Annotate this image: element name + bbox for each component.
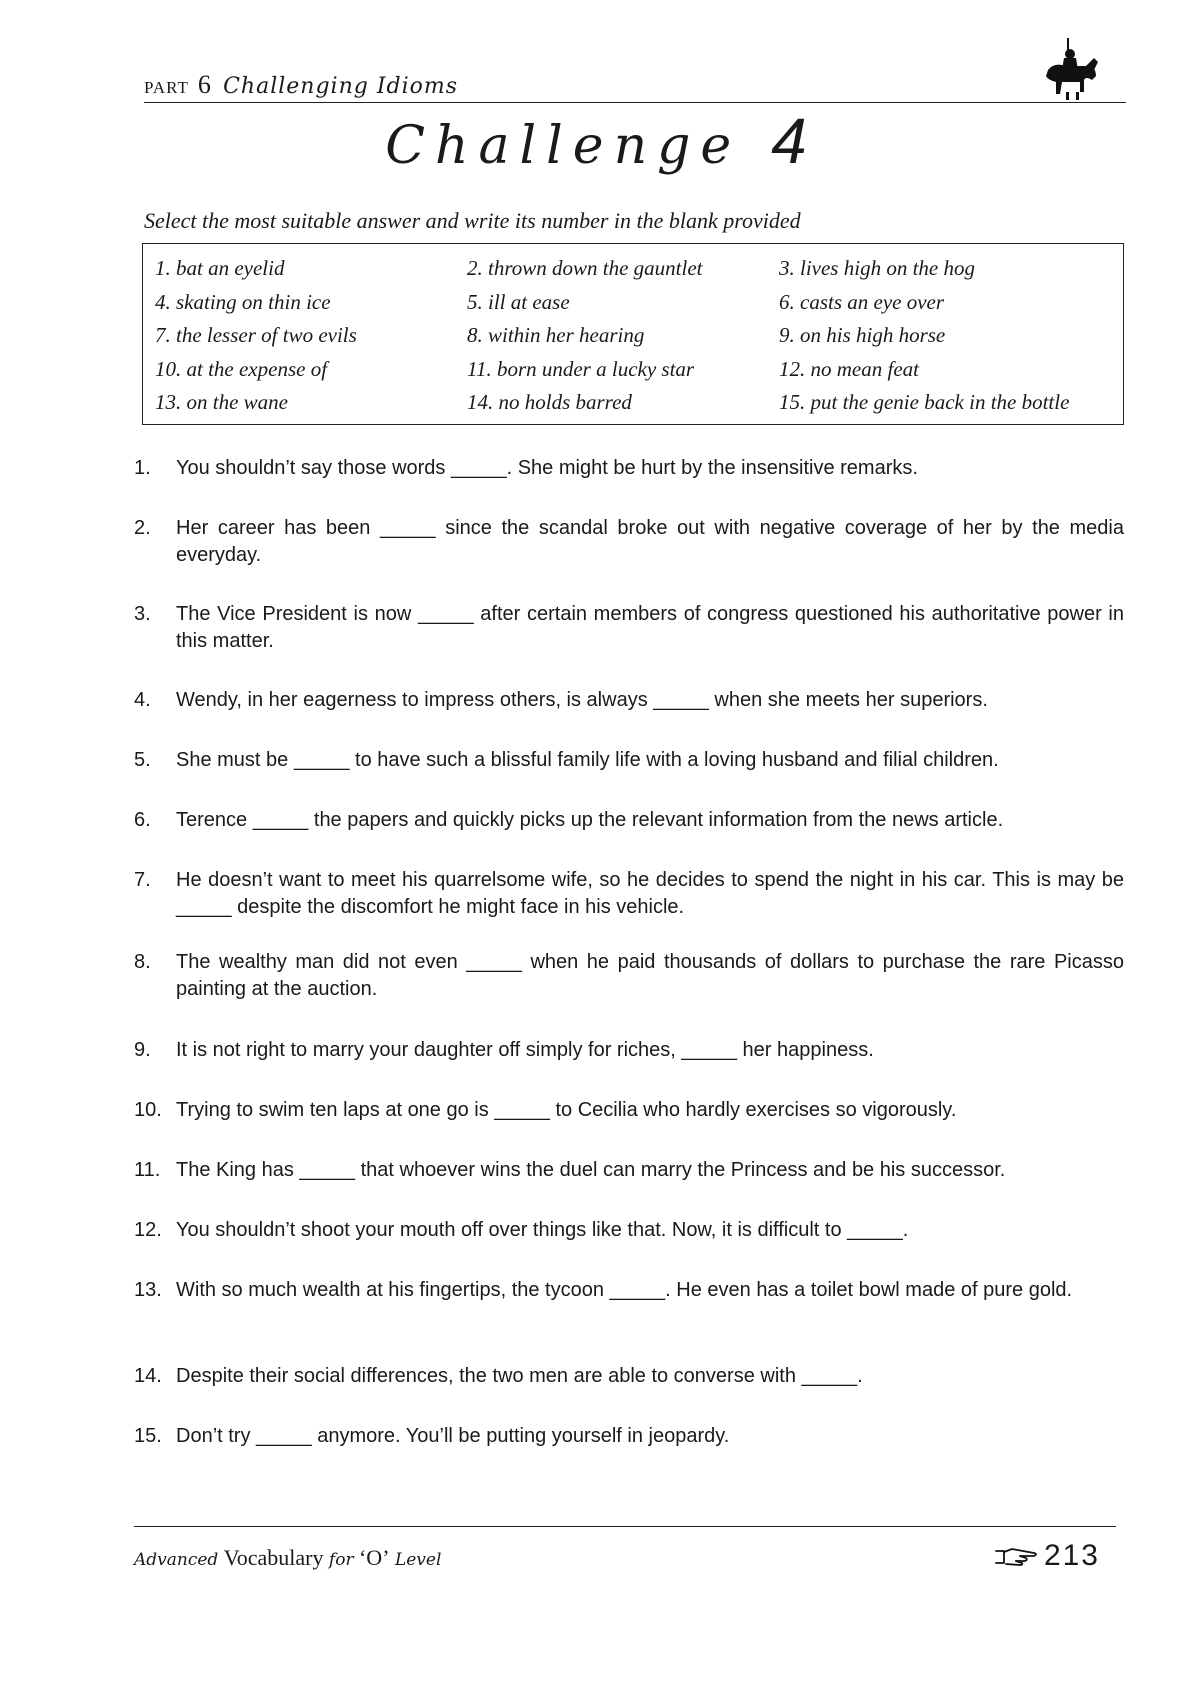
book-level: Level [394,1550,442,1570]
question-item [134,1097,1124,1124]
question-item [134,747,1124,774]
question-number: 11. [134,1159,161,1181]
page-header [144,58,1126,103]
question-number: 10. [134,1099,162,1121]
part-number: 6 [197,70,212,99]
page-number-area [994,1539,1100,1573]
question-number: 13. [134,1279,162,1301]
option-item: 2. thrown down the gauntlet [467,256,703,280]
question-number: 15. [134,1425,162,1447]
question-number: 4. [134,689,151,711]
question-item [134,949,1124,1003]
question-item [134,807,1124,834]
question-item [134,1037,1124,1064]
question-item [134,515,1124,569]
question-text: You shouldn’t shoot your mouth off over things like that. Now, it is difficult to _____. [176,1219,909,1241]
challenge-number: 4 [771,105,807,177]
question-text: Trying to swim ten laps at one go is _____ to Cecilia who hardly exercises so vigorously. [176,1099,957,1121]
option-item: 5. ill at ease [467,289,570,314]
option-item: 12. no mean feat [779,356,919,381]
question-item [134,455,1124,482]
question-number: 1. [134,457,151,479]
question-text: It is not right to marry your daughter off simply for riches, _____ her happiness. [176,1039,874,1061]
option-item: 8. within her hearing [467,323,645,347]
question-number: 9. [134,1039,151,1061]
question-item [134,1423,1124,1450]
question-number: 6. [134,809,151,831]
book-title [134,1545,441,1571]
question-text: She must be _____ to have such a blissful family life with a loving husband and filial children. [176,749,999,771]
challenge-word: Challenge [385,116,742,176]
book-level-mark: ‘O’ [358,1545,390,1570]
question-item [134,1157,1124,1184]
option-item: 10. at the expense of [155,356,328,381]
option-item: 7. the lesser of two evils [155,323,357,347]
question-text: Terence _____ the papers and quickly picks up the relevant information from the news article. [176,809,1004,831]
option-item: 9. on his high horse [779,323,946,347]
option-item: 11. born under a lucky star [467,356,695,381]
question-text: Her career has been _____ since the scandal broke out with negative coverage of her by the media everyday. [176,517,1124,566]
question-item [134,1363,1124,1390]
question-text: You shouldn’t say those words _____. She might be hurt by the insensitive remarks. [176,457,918,479]
book-prefix: Advanced [134,1550,219,1570]
option-item: 14. no holds barred [467,390,632,414]
question-item [134,1277,1124,1304]
question-number: 2. [134,517,151,539]
question-number: 12. [134,1219,162,1241]
question-item [134,601,1124,655]
knight-on-horse-icon [1040,36,1100,102]
option-item: 15. put the genie back in the bottle [779,390,1070,414]
option-item: 4. skating on thin ice [155,289,331,314]
question-item [134,687,1124,714]
question-text: He doesn’t want to meet his quarrelsome wife, so he decides to spend the night in his car. This is may be _____ despite the discomfort he might face in his vehicle. [176,869,1124,918]
book-for: for [328,1550,354,1570]
options-grid [143,244,1123,420]
question-text: With so much wealth at his fingertips, the tycoon _____. He even has a toilet bowl made of pure gold. [176,1279,1073,1301]
challenge-title [0,104,1192,178]
question-number: 7. [134,869,151,891]
part-label [144,70,458,100]
question-text: The wealthy man did not even _____ when he paid thousands of dollars to purchase the rare Picasso painting at the auction. [176,951,1124,1000]
question-text: Despite their social differences, the two men are able to converse with _____. [176,1365,863,1387]
question-item [134,867,1124,921]
book-main: Vocabulary [223,1545,324,1570]
options-box [142,243,1124,425]
question-text: The King has _____ that whoever wins the duel can marry the Princess and be his successor. [176,1159,1006,1181]
pointing-hand-icon [994,1543,1040,1569]
option-item: 1. bat an eyelid [155,256,285,280]
page-number: 213 [1043,1539,1100,1572]
instruction-text: Select the most suitable answer and write its number in the blank provided [144,208,801,233]
question-text: Wendy, in her eagerness to impress others, is always _____ when she meets her superiors. [176,689,988,711]
question-number: 14. [134,1365,162,1387]
page-footer [134,1526,1116,1587]
question-number: 5. [134,749,151,771]
part-title: Challenging Idioms [223,74,459,99]
question-text: Don’t try _____ anymore. You’ll be putting yourself in jeopardy. [176,1425,730,1447]
question-item [134,1217,1124,1244]
option-item: 6. casts an eye over [779,289,945,314]
question-number: 8. [134,951,151,973]
question-text: The Vice President is now _____ after certain members of congress questioned his authoritative power in this matter. [176,603,1124,652]
part-word: PART [144,78,189,97]
option-item: 3. lives high on the hog [779,256,975,280]
question-number: 3. [134,603,151,625]
option-item: 13. on the wane [155,390,288,414]
